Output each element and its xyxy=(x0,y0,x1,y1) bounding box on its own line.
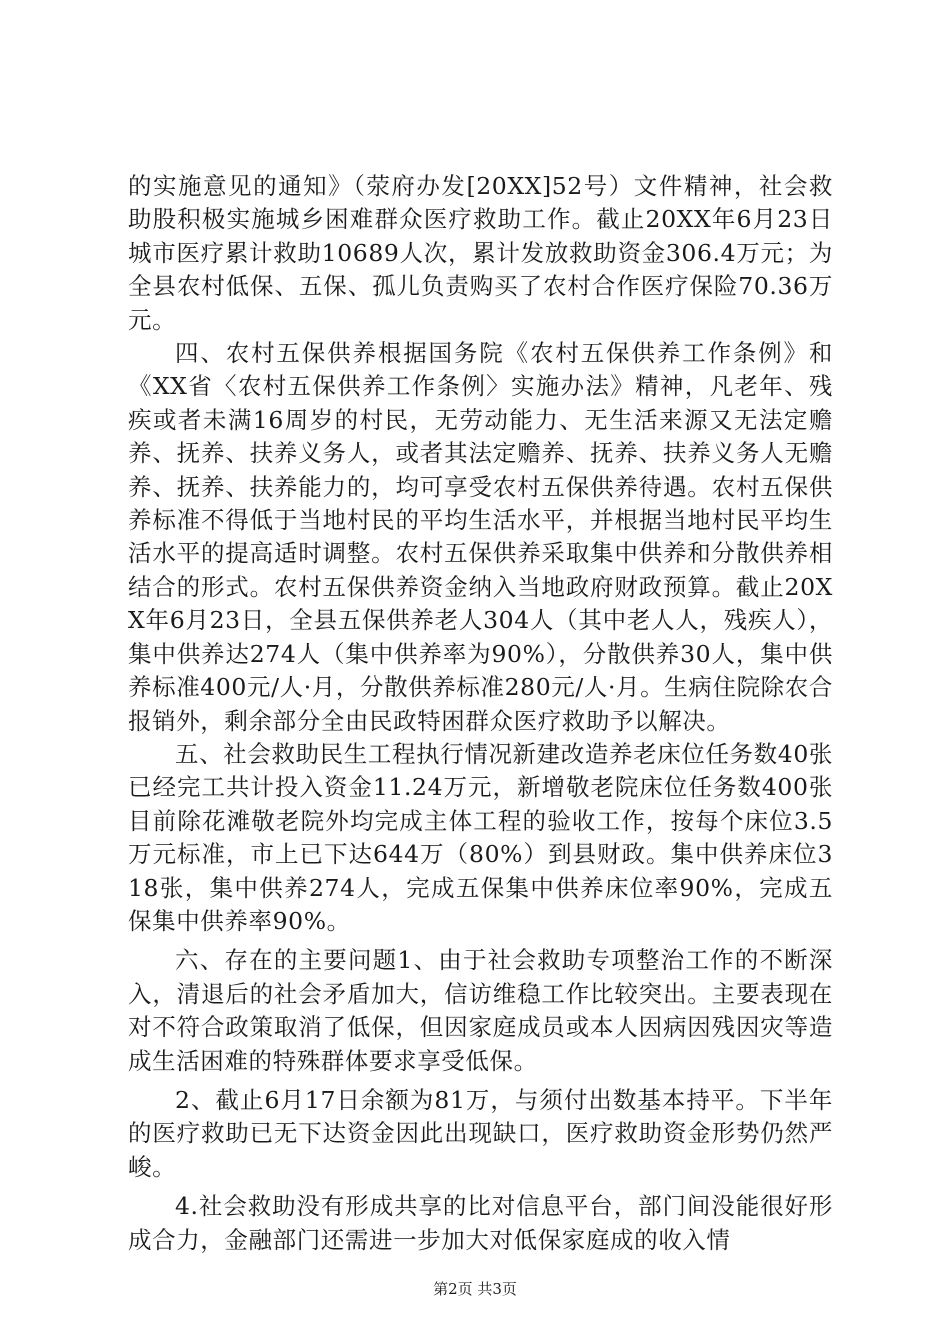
paragraph-item-four: 4.社会救助没有形成共享的比对信息平台，部门间没能很好形成合力，金融部门还需进一步加大对低保家庭成的收入情 xyxy=(128,1192,833,1254)
paragraph-item-two: 2、截止6月17日余额为81万，与须付出数基本持平。下半年的医疗救助已无下达资金因此出现缺口，医疗救助资金形势仍然严峻。 xyxy=(128,1085,833,1181)
paragraph-section-six: 六、存在的主要问题1、由于社会救助专项整治工作的不断深入，清退后的社会矛盾加大，信访维稳工作比较突出。主要表现在对不符合政策取消了低保，但因家庭成员或本人因病因残因灾等造成生活困难的特殊群体要求享受低保。 xyxy=(128,946,833,1075)
page-footer: 第2页 共3页 xyxy=(433,1280,517,1298)
paragraph-continuation: 的实施意见的通知》（荥府办发[20XX]52号）文件精神，社会救助股积极实施城乡困难群众医疗救助工作。截止20XX年6月23日城市医疗累计救助10689人次，累计发放救助资金306.4万元；为全县农村低保、五保、孤儿负责购买了农村合作医疗保险70.36万元。 xyxy=(128,172,833,334)
paragraph-section-five: 五、社会救助民生工程执行情况新建改造养老床位任务数40张已经完工共计投入资金11.24万元，新增敬老院床位任务数400张目前除花滩敬老院外均完成主体工程的验收工作，按每个床位3.5万元标准，市上已下达644万（80%）到县财政。集中供养床位318张，集中供养274人，完成五保集中供养床位率90%，完成五保集中供养率90%。 xyxy=(128,739,833,935)
document-body xyxy=(128,170,833,1257)
paragraph-section-four: 四、农村五保供养根据国务院《农村五保供养工作条例》和《XX省〈农村五保供养工作条例〉实施办法》精神，凡老年、残疾或者未满16周岁的村民，无劳动能力、无生活来源又无法定赡养、抚养、扶养义务人，或者其法定赡养、抚养、扶养义务人无赡养、抚养、扶养能力的，均可享受农村五保供养待遇。农村五保供养标准不得低于当地村民的平均生活水平，并根据当地村民平均生活水平的提高适时调整。农村五保供养采取集中供养和分散供养相结合的形式。农村五保供养资金纳入当地政府财政预算。截止20XX年6月23日，全县五保供养老人304人（其中老人人，残疾人），集中供养达274人（集中供养率为90%），分散供养30人，集中供养标准400元/人·月，分散供养标准280元/人·月。生病住院除农合报销外，剩余部分全由民政特困群众医疗救助予以解决。 xyxy=(128,339,833,735)
